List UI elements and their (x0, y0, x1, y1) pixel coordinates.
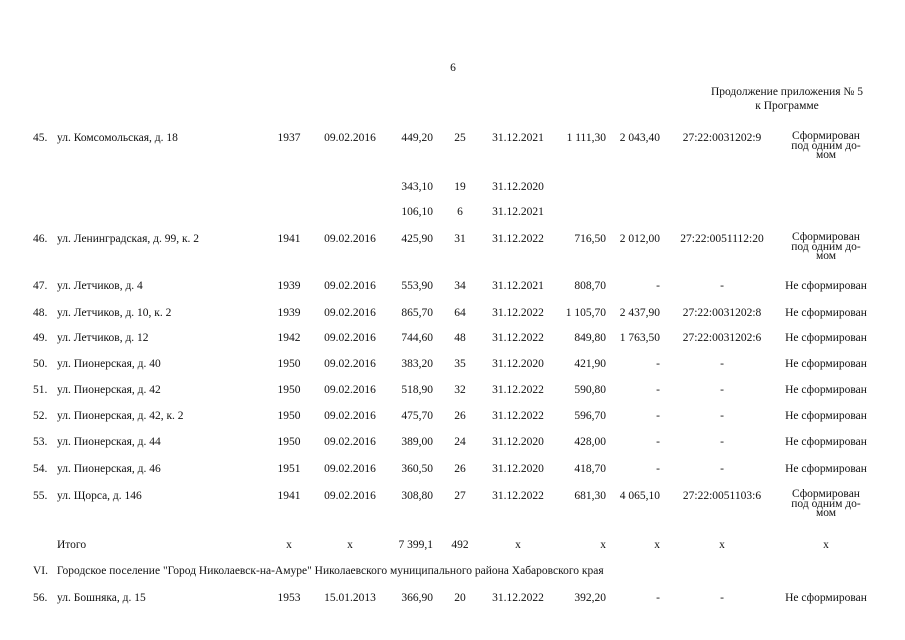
cell-date: 09.02.2016 (324, 307, 376, 319)
cell-date: 09.02.2016 (324, 384, 376, 396)
status-line: Не сформирован (785, 410, 867, 422)
cell-status (783, 539, 869, 552)
cell-people: 31 (454, 233, 466, 245)
status-line: мом (815, 507, 837, 519)
cell-deadline: 31.12.2022 (492, 233, 544, 245)
cell-deadline: x (515, 539, 521, 551)
cell-cadastral: - (720, 436, 724, 448)
cell-date: 09.02.2016 (324, 233, 376, 245)
cell-area: 7 399,1 (398, 539, 433, 551)
cell-area3: 4 065,10 (619, 490, 660, 502)
cell-deadline: 31.12.2020 (492, 181, 544, 193)
cell-area: 475,70 (401, 410, 433, 422)
cell-people: 35 (454, 358, 466, 370)
cell-area3: 2 043,40 (619, 132, 660, 144)
cell-area: 360,50 (401, 463, 433, 475)
cell-cadastral: - (720, 358, 724, 370)
cell-area2: 1 105,70 (565, 307, 606, 319)
cell-deadline: 31.12.2022 (492, 384, 544, 396)
cell-people: 48 (454, 332, 466, 344)
cell-area: 865,70 (401, 307, 433, 319)
status-line: под одним до- (791, 497, 861, 510)
section-number: VI. (33, 565, 49, 577)
status-line: Сформирован (792, 231, 860, 243)
cell-people: 64 (454, 307, 466, 319)
cell-address: ул. Пионерская, д. 44 (57, 436, 161, 448)
status-line: мом (815, 149, 837, 161)
cell-num: 52. (33, 410, 48, 422)
cell-date: x (347, 539, 353, 551)
cell-address: ул. Пионерская, д. 40 (57, 358, 161, 370)
page-number: 6 (450, 62, 456, 74)
status-line: Не сформирован (785, 463, 867, 475)
cell-people: 34 (454, 280, 466, 292)
cell-deadline: 31.12.2020 (492, 358, 544, 370)
cell-status (783, 233, 869, 262)
cell-year: 1941 (277, 490, 301, 502)
cell-cadastral: x (719, 539, 725, 551)
status-line: Не сформирован (785, 592, 867, 604)
cell-date: 09.02.2016 (324, 436, 376, 448)
cell-num: 51. (33, 384, 48, 396)
cell-address: ул. Пионерская, д. 42 (57, 384, 161, 396)
cell-year: 1950 (277, 436, 301, 448)
status-line: под одним до- (791, 240, 861, 253)
status-line: Не сформирован (785, 332, 867, 344)
cell-num: 53. (33, 436, 48, 448)
cell-year: 1950 (277, 384, 301, 396)
cell-num: 50. (33, 358, 48, 370)
cell-area: 553,90 (401, 280, 433, 292)
cell-area: 106,10 (401, 206, 433, 218)
cell-cadastral: - (720, 463, 724, 475)
cell-status (783, 592, 869, 605)
cell-area2: x (600, 539, 606, 551)
cell-cadastral: 27:22:0051103:6 (682, 490, 762, 502)
cell-people: 492 (451, 539, 469, 551)
cell-area3: - (656, 410, 660, 422)
status-line: мом (815, 250, 837, 262)
cell-year: 1942 (277, 332, 301, 344)
cell-year: 1939 (277, 280, 301, 292)
cell-area3: 1 763,50 (619, 332, 660, 344)
cell-area: 366,90 (401, 592, 433, 604)
cell-status (783, 307, 869, 320)
cell-deadline: 31.12.2020 (492, 436, 544, 448)
cell-status (783, 358, 869, 371)
cell-status (783, 436, 869, 449)
cell-people: 27 (454, 490, 466, 502)
cell-area2: 428,00 (574, 436, 606, 448)
cell-deadline: 31.12.2022 (492, 307, 544, 319)
cell-area3: - (656, 436, 660, 448)
cell-area3: - (656, 463, 660, 475)
cell-address: Итого (57, 539, 87, 551)
cell-address: ул. Ленинградская, д. 99, к. 2 (57, 233, 200, 245)
cell-area2: 681,30 (574, 490, 606, 502)
cell-status (783, 384, 869, 397)
cell-address: ул. Щорса, д. 146 (57, 490, 142, 502)
cell-year: 1941 (277, 233, 301, 245)
cell-area3: - (656, 358, 660, 370)
status-line: Сформирован (792, 130, 860, 142)
cell-year: 1951 (277, 463, 301, 475)
cell-date: 09.02.2016 (324, 358, 376, 370)
cell-num: 46. (33, 233, 48, 245)
cell-area3: x (654, 539, 660, 551)
cell-date: 09.02.2016 (324, 490, 376, 502)
cell-num: 48. (33, 307, 48, 319)
section-title: Городское поселение "Город Николаевск-на-Амуре" Николаевского муниципального района Хабаровского края (56, 565, 604, 577)
cell-address: ул. Бошняка, д. 15 (57, 592, 146, 604)
cell-area3: - (656, 384, 660, 396)
cell-year: 1953 (277, 592, 301, 604)
cell-deadline: 31.12.2022 (492, 592, 544, 604)
cell-status (783, 332, 869, 345)
cell-status (783, 132, 869, 161)
cell-area3: 2 012,00 (619, 233, 660, 245)
cell-people: 19 (454, 181, 466, 193)
cell-area3: - (656, 592, 660, 604)
cell-num: 45. (33, 132, 48, 144)
cell-num: 56. (33, 592, 48, 604)
cell-status (783, 490, 869, 519)
cell-area: 518,90 (401, 384, 433, 396)
cell-area2: 590,80 (574, 384, 606, 396)
cell-area2: 1 111,30 (566, 132, 606, 144)
cell-date: 09.02.2016 (324, 463, 376, 475)
cell-deadline: 31.12.2021 (492, 280, 544, 292)
cell-date: 09.02.2016 (324, 132, 376, 144)
cell-people: 24 (454, 436, 466, 448)
cell-area2: 716,50 (574, 233, 606, 245)
cell-num: 55. (33, 490, 48, 502)
status-line: Не сформирован (785, 384, 867, 396)
cell-cadastral: 27:22:0031202:6 (682, 332, 762, 344)
cell-date: 09.02.2016 (324, 410, 376, 422)
cell-people: 26 (454, 463, 466, 475)
cell-date: 15.01.2013 (324, 592, 376, 604)
cell-area3: 2 437,90 (619, 307, 660, 319)
cell-address: ул. Пионерская, д. 46 (57, 463, 161, 475)
cell-people: 32 (454, 384, 466, 396)
appendix-header-line1: Продолжение приложения № 5 (710, 86, 864, 98)
cell-people: 25 (454, 132, 466, 144)
cell-cadastral: - (720, 384, 724, 396)
cell-address: ул. Летчиков, д. 4 (57, 280, 143, 292)
cell-area: 308,80 (401, 490, 433, 502)
status-line: x (823, 539, 829, 551)
appendix-header (692, 85, 882, 113)
cell-address: ул. Летчиков, д. 12 (57, 332, 149, 344)
cell-cadastral: - (720, 280, 724, 292)
cell-area: 383,20 (401, 358, 433, 370)
cell-status (783, 280, 869, 293)
appendix-header-line2: к Программе (755, 100, 819, 112)
cell-area2: 596,70 (574, 410, 606, 422)
status-line: Сформирован (792, 488, 860, 500)
cell-status (783, 463, 869, 476)
cell-cadastral: 27:22:0031202:9 (682, 132, 762, 144)
cell-year: x (286, 539, 292, 551)
cell-num: 47. (33, 280, 48, 292)
cell-date: 09.02.2016 (324, 332, 376, 344)
cell-cadastral: - (720, 410, 724, 422)
cell-year: 1950 (277, 358, 301, 370)
cell-people: 26 (454, 410, 466, 422)
cell-year: 1939 (277, 307, 301, 319)
cell-address: ул. Летчиков, д. 10, к. 2 (57, 307, 172, 319)
cell-deadline: 31.12.2020 (492, 463, 544, 475)
cell-area3: - (656, 280, 660, 292)
status-line: Не сформирован (785, 307, 867, 319)
cell-area2: 808,70 (574, 280, 606, 292)
cell-people: 6 (457, 206, 463, 218)
cell-area: 744,60 (401, 332, 433, 344)
cell-area2: 418,70 (574, 463, 606, 475)
status-line: под одним до- (791, 139, 861, 152)
cell-area: 425,90 (401, 233, 433, 245)
cell-date: 09.02.2016 (324, 280, 376, 292)
cell-area: 389,00 (401, 436, 433, 448)
section-heading (33, 565, 604, 577)
cell-cadastral: - (720, 592, 724, 604)
cell-area2: 421,90 (574, 358, 606, 370)
status-line: Не сформирован (785, 436, 867, 448)
cell-deadline: 31.12.2022 (492, 490, 544, 502)
cell-area2: 392,20 (574, 592, 606, 604)
cell-area: 449,20 (401, 132, 433, 144)
status-line: Не сформирован (785, 358, 867, 370)
cell-deadline: 31.12.2022 (492, 410, 544, 422)
cell-num: 49. (33, 332, 48, 344)
cell-area2: 849,80 (574, 332, 606, 344)
cell-year: 1937 (277, 132, 301, 144)
cell-status (783, 410, 869, 423)
cell-area: 343,10 (401, 181, 433, 193)
cell-people: 20 (454, 592, 466, 604)
cell-address: ул. Пионерская, д. 42, к. 2 (57, 410, 184, 422)
cell-deadline: 31.12.2021 (492, 206, 544, 218)
cell-cadastral: 27:22:0031202:8 (682, 307, 762, 319)
status-line: Не сформирован (785, 280, 867, 292)
cell-cadastral: 27:22:0051112:20 (680, 233, 764, 245)
cell-address: ул. Комсомольская, д. 18 (57, 132, 178, 144)
cell-deadline: 31.12.2022 (492, 332, 544, 344)
cell-deadline: 31.12.2021 (492, 132, 544, 144)
cell-year: 1950 (277, 410, 301, 422)
cell-num: 54. (33, 463, 48, 475)
